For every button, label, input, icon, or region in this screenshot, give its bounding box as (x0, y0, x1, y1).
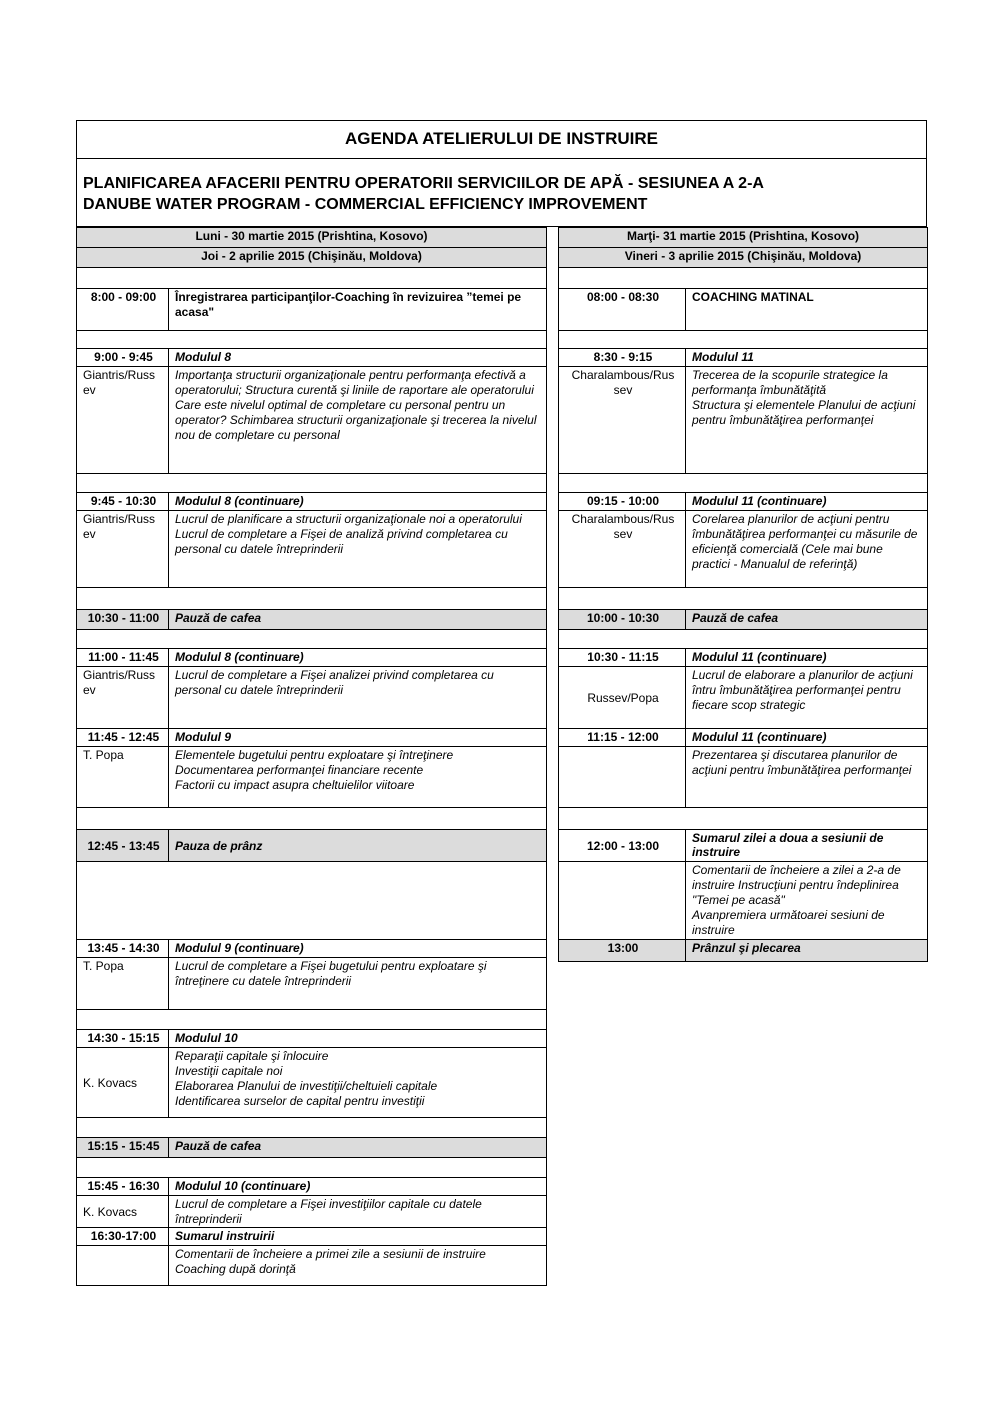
page-subtitle-line-2: DANUBE WATER PROGRAM - COMMERCIAL EFFICIENCY IMPROVEMENT (83, 196, 648, 213)
session-presenter-empty (559, 862, 686, 940)
session-description: Trecerea de la scopurile strategice la performanţa îmbunătăţită Structura şi elementele Planului de acţiuni pentru îmbunătăţirea performanţei (686, 367, 928, 474)
spacer-row (77, 1158, 547, 1178)
session-title: Prânzul şi plecarea (686, 940, 928, 962)
session-presenter: Giantris/Russ ev (77, 511, 169, 588)
spacer-row (77, 630, 547, 649)
spacer-row (559, 808, 928, 830)
session-presenter: Giantris/Russ ev (77, 367, 169, 474)
spacer-row (77, 808, 547, 830)
break-time: 15:15 - 15:45 (77, 1138, 169, 1158)
session-title: Modulul 8 (continuare) (169, 649, 547, 667)
session-title: Modulul 8 (continuare) (169, 493, 547, 511)
spacer-row (77, 588, 547, 610)
session-title: Modulul 9 (169, 729, 547, 747)
session-title: Modulul 10 (continuare) (169, 1178, 547, 1196)
session-description: Lucrul de completare a Fişei bugetului pentru exploatare şi întreţinere cu datele întreprinderii (169, 958, 547, 1010)
session-description: Importanţa structurii organizaţionale pentru performanţa efectivă a operatorului; Structura curentă şi liniile de raportare ale operatorului Care este nivelul optimal de completare cu personal pentru un operator? Schimbarea structurii organizaţionale şi trecerea la nivelul nou de completare cu personal (169, 367, 547, 474)
spacer-row (559, 588, 928, 610)
session-title: Sumarul instruirii (169, 1228, 547, 1246)
session-description: Lucrul de completare a Fişei investiţiilor capitale cu datele întreprinderii (169, 1196, 547, 1228)
header-divider (76, 158, 927, 159)
break-title: Pauză de cafea (169, 610, 547, 630)
session-presenter: K. Kovacs (77, 1048, 169, 1118)
session-time: 16:30-17:00 (77, 1228, 169, 1246)
spacer-row (77, 862, 547, 940)
break-time: 12:45 - 13:45 (77, 830, 169, 862)
day1-date-line2: Joi - 2 aprilie 2015 (Chişinău, Moldova) (77, 248, 547, 268)
break-title: Pauză de cafea (686, 610, 928, 630)
session-time: 8:30 - 9:15 (559, 349, 686, 367)
session-time: 8:00 - 09:00 (77, 289, 169, 331)
session-time: 13:45 - 14:30 (77, 940, 169, 958)
page-subtitle-line-1: PLANIFICAREA AFACERII PENTRU OPERATORII SERVICIILOR DE APĂ - SESIUNEA A 2-A (83, 175, 764, 192)
day1-date-line1: Luni - 30 martie 2015 (Prishtina, Kosovo) (77, 228, 547, 248)
session-title: Modulul 11 (continuare) (686, 729, 928, 747)
spacer-row (77, 474, 547, 493)
session-title: COACHING MATINAL (686, 289, 928, 331)
session-presenter: Charalambous/Rus sev (559, 511, 686, 588)
session-title: Înregistrarea participanţilor-Coaching în revizuirea ”temei pe acasa" (169, 289, 547, 331)
session-title: Modulul 11 (continuare) (686, 493, 928, 511)
session-time: 9:45 - 10:30 (77, 493, 169, 511)
session-presenter: Giantris/Russ ev (77, 667, 169, 729)
session-title: Modulul 11 (686, 349, 928, 367)
session-presenter: Charalambous/Rus sev (559, 367, 686, 474)
session-title: Modulul 11 (continuare) (686, 649, 928, 667)
session-presenter-empty (559, 747, 686, 808)
day1-agenda-table (76, 227, 547, 1286)
session-description: Reparaţii capitale şi înlocuire Investiţii capitale noi Elaborarea Planului de investiţii/cheltuieli capitale Identificarea surselor de capital pentru investiţii (169, 1048, 547, 1118)
break-title: Pauza de prânz (169, 830, 547, 862)
session-presenter: T. Popa (77, 958, 169, 1010)
session-time: 09:15 - 10:00 (559, 493, 686, 511)
spacer-row (77, 1118, 547, 1138)
session-description: Lucrul de completare a Fişei analizei privind completarea cu personal cu datele întreprinderii (169, 667, 547, 729)
session-description: Lucrul de elaborare a planurilor de acţiuni întru îmbunătăţirea performanţei pentru fiecare scop strategic (686, 667, 928, 729)
session-title: Modulul 8 (169, 349, 547, 367)
session-time: 10:30 - 11:15 (559, 649, 686, 667)
session-description: Comentarii de încheiere a zilei a 2-a de instruire Instrucţiuni pentru îndeplinirea "Temei pe acasă" Avanpremiera următoarei sesiuni de instruire (686, 862, 928, 940)
spacer-row (559, 474, 928, 493)
spacer-row (559, 630, 928, 649)
session-presenter: K. Kovacs (77, 1196, 169, 1228)
spacer-row (77, 268, 547, 289)
break-time: 10:30 - 11:00 (77, 610, 169, 630)
session-time: 13:00 (559, 940, 686, 962)
session-description: Comentarii de încheiere a primei zile a sesiunii de instruire Coaching după dorinţă (169, 1246, 547, 1286)
session-time: 15:45 - 16:30 (77, 1178, 169, 1196)
break-title: Pauză de cafea (169, 1138, 547, 1158)
session-presenter: T. Popa (77, 747, 169, 808)
session-presenter: Russev/Popa (559, 667, 686, 729)
session-time: 9:00 - 9:45 (77, 349, 169, 367)
spacer-row (77, 1010, 547, 1030)
session-time: 12:00 - 13:00 (559, 830, 686, 862)
session-time: 14:30 - 15:15 (77, 1030, 169, 1048)
session-description: Prezentarea şi discutarea planurilor de acţiuni pentru îmbunătăţirea performanţei (686, 747, 928, 808)
spacer-row (559, 268, 928, 289)
session-description: Corelarea planurilor de acţiuni pentru îmbunătăţirea performanţei cu măsurile de eficienţă comercială (Cele mai bune practici - Manualul de referinţă) (686, 511, 928, 588)
day2-date-line1: Marţi- 31 martie 2015 (Prishtina, Kosovo) (559, 228, 928, 248)
day2-date-line2: Vineri - 3 aprilie 2015 (Chişinău, Moldova) (559, 248, 928, 268)
spacer-row (77, 331, 547, 349)
session-time: 11:00 - 11:45 (77, 649, 169, 667)
session-description: Elementele bugetului pentru exploatare şi întreţinere Documentarea performanţei financiare recente Factorii cu impact asupra cheltuielilor viitoare (169, 747, 547, 808)
session-time: 08:00 - 08:30 (559, 289, 686, 331)
day2-agenda-table (558, 227, 928, 962)
spacer-row (559, 331, 928, 349)
session-presenter-empty (77, 1246, 169, 1286)
break-time: 10:00 - 10:30 (559, 610, 686, 630)
session-title: Modulul 9 (continuare) (169, 940, 547, 958)
session-time: 11:45 - 12:45 (77, 729, 169, 747)
page-title: AGENDA ATELIERULUI DE INSTRUIRE (345, 129, 658, 148)
session-title: Modulul 10 (169, 1030, 547, 1048)
session-time: 11:15 - 12:00 (559, 729, 686, 747)
session-title: Sumarul zilei a doua a sesiunii de instruire (686, 830, 928, 862)
session-description: Lucrul de planificare a structurii organizaţionale noi a operatorului Lucrul de completare a Fişei de analiză privind completarea cu personal cu datele întreprinderii (169, 511, 547, 588)
